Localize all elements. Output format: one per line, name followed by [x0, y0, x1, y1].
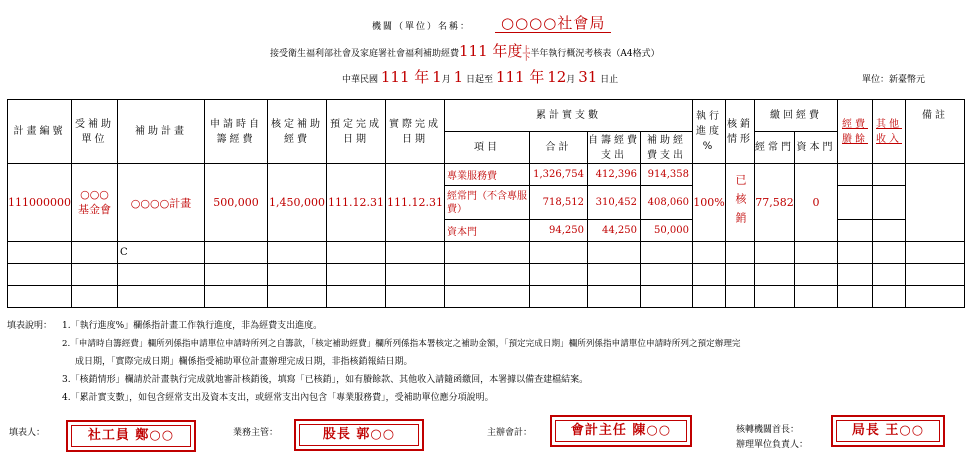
cell-item-subsidy: 914,358 [641, 164, 693, 186]
head-label-2: 辦理單位負責人： [736, 440, 809, 450]
cell-other-income [873, 164, 906, 186]
table-row-empty [8, 286, 965, 308]
cell-actual-date: 111.12.31 [386, 164, 445, 242]
th-other-income: 其他收入 [873, 100, 906, 164]
preparer-stamp: 社工員 鄭○○ [66, 420, 196, 452]
supervisor-label: 業務主管： [233, 428, 279, 438]
cell-recipient: ○○○ 基金會 [72, 164, 118, 242]
note-1: 1.「執行進度%」欄係指計畫工作執行進度，非為經費支出進度。 [62, 321, 323, 331]
th-returned-recurrent: 經常門 [755, 132, 795, 164]
th-subsidy-plan: 補助計畫 [118, 100, 205, 164]
th-planned-date: 預定完成日期 [327, 100, 386, 164]
cell-approved: 1,450,000 [268, 164, 327, 242]
cell-item-self: 44,250 [588, 220, 641, 242]
preparer-label: 填表人： [9, 428, 46, 438]
cell-item-total: 718,512 [530, 186, 588, 220]
note-2: 2.「申請時自籌經費」欄所列係指申請單位申請時所列之自籌款，「核定補助經費」欄所列係指本署核定之補助金額，「預定完成日期」欄所列係指申請單位申請時所列之預定辦理完 [62, 339, 741, 349]
cell-returned-recurrent: 77,582 [755, 164, 795, 242]
cell-item-name: 資本門 [445, 220, 530, 242]
th-self-funds: 申請時自籌經費 [205, 100, 268, 164]
note-2-cont: 成日期，「實際完成日期」欄係指受補助單位計畫辦理完成日期，非指核銷報結日期。 [75, 357, 413, 367]
head-stamp: 局長 王○○ [831, 415, 945, 447]
cell-remarks [906, 164, 965, 242]
th-actual-date: 實際完成日期 [386, 100, 445, 164]
cell-item-total: 94,250 [530, 220, 588, 242]
head-label-1: 核轉機關首長： [736, 425, 800, 435]
cell-plan-code: 111000000 [8, 164, 72, 242]
table-row-empty [8, 242, 965, 264]
cell-surplus [838, 220, 873, 242]
note-3: 3.「核銷情形」欄請於計畫執行完成就地審計核銷後，填寫「已核銷」，如有賸餘款、其他收入請隨函繳回，本署據以備查建檔結案。 [62, 375, 589, 385]
org-name: ○○○○社會局 [495, 12, 611, 33]
notes-label: 填表說明： [7, 321, 53, 331]
cell-item-subsidy: 50,000 [641, 220, 693, 242]
th-total: 合計 [530, 132, 588, 164]
th-item: 項目 [445, 132, 530, 164]
table-row-empty [8, 264, 965, 286]
cell-self-funds: 500,000 [205, 164, 268, 242]
period-line: 中華民國 111 年 1月 1 日起至 111 年 12月 31 日止 [342, 68, 619, 86]
th-plan-code: 計畫編號 [8, 100, 72, 164]
unit-label: 單位：新臺幣元 [862, 75, 926, 85]
th-recipient: 受補助單位 [72, 100, 118, 164]
cell-item-self: 310,452 [588, 186, 641, 220]
cell-item-total: 1,326,754 [530, 164, 588, 186]
th-write-off: 核銷情形 [726, 100, 755, 164]
cell-returned-capital: 0 [795, 164, 838, 242]
table-row [8, 164, 965, 186]
cell-planned-date: 111.12.31 [327, 164, 386, 242]
cell-exec-rate: 100% [693, 164, 726, 242]
cell-surplus [838, 164, 873, 186]
org-label: 機關（單位）名稱： [372, 22, 472, 32]
accountant-stamp: 會計主任 陳○○ [550, 415, 692, 447]
th-approved: 核定補助經費 [268, 100, 327, 164]
cell-item-name: 專業服務費 [445, 164, 530, 186]
cell-other-income [873, 220, 906, 242]
th-self-spent: 自籌經費支出 [588, 132, 641, 164]
report-title: 接受衛生福利部社會及家庭署社會福利補助經費111 年度上 下半年執行概況考核表（A4格式） [270, 42, 660, 62]
th-cumulative: 累計實支數 [445, 100, 693, 132]
th-remarks: 備註 [906, 100, 965, 164]
cell-item-name: 經常門（不含專服費） [445, 186, 530, 220]
th-returned: 繳回經費 [755, 100, 838, 132]
note-4: 4.「累計實支數」，如包含經常支出及資本支出，或經常支出內包含「專業服務費」，受補助單位應分項說明。 [62, 393, 494, 403]
execution-table [7, 99, 965, 308]
th-exec-rate: 執行進度 % [693, 100, 726, 164]
stray-mark: C [118, 242, 205, 264]
cell-item-subsidy: 408,060 [641, 186, 693, 220]
th-returned-capital: 資本門 [795, 132, 838, 164]
cell-write-off: 已核銷 [726, 164, 755, 242]
supervisor-stamp: 股長 郭○○ [294, 419, 424, 451]
th-subsidy-spent: 補助經費支出 [641, 132, 693, 164]
cell-other-income [873, 186, 906, 220]
cell-plan-name: ○○○○計畫 [118, 164, 205, 242]
cell-surplus [838, 186, 873, 220]
accountant-label: 主辦會計： [487, 428, 533, 438]
th-surplus: 經費賸餘 [838, 100, 873, 164]
cell-item-self: 412,396 [588, 164, 641, 186]
